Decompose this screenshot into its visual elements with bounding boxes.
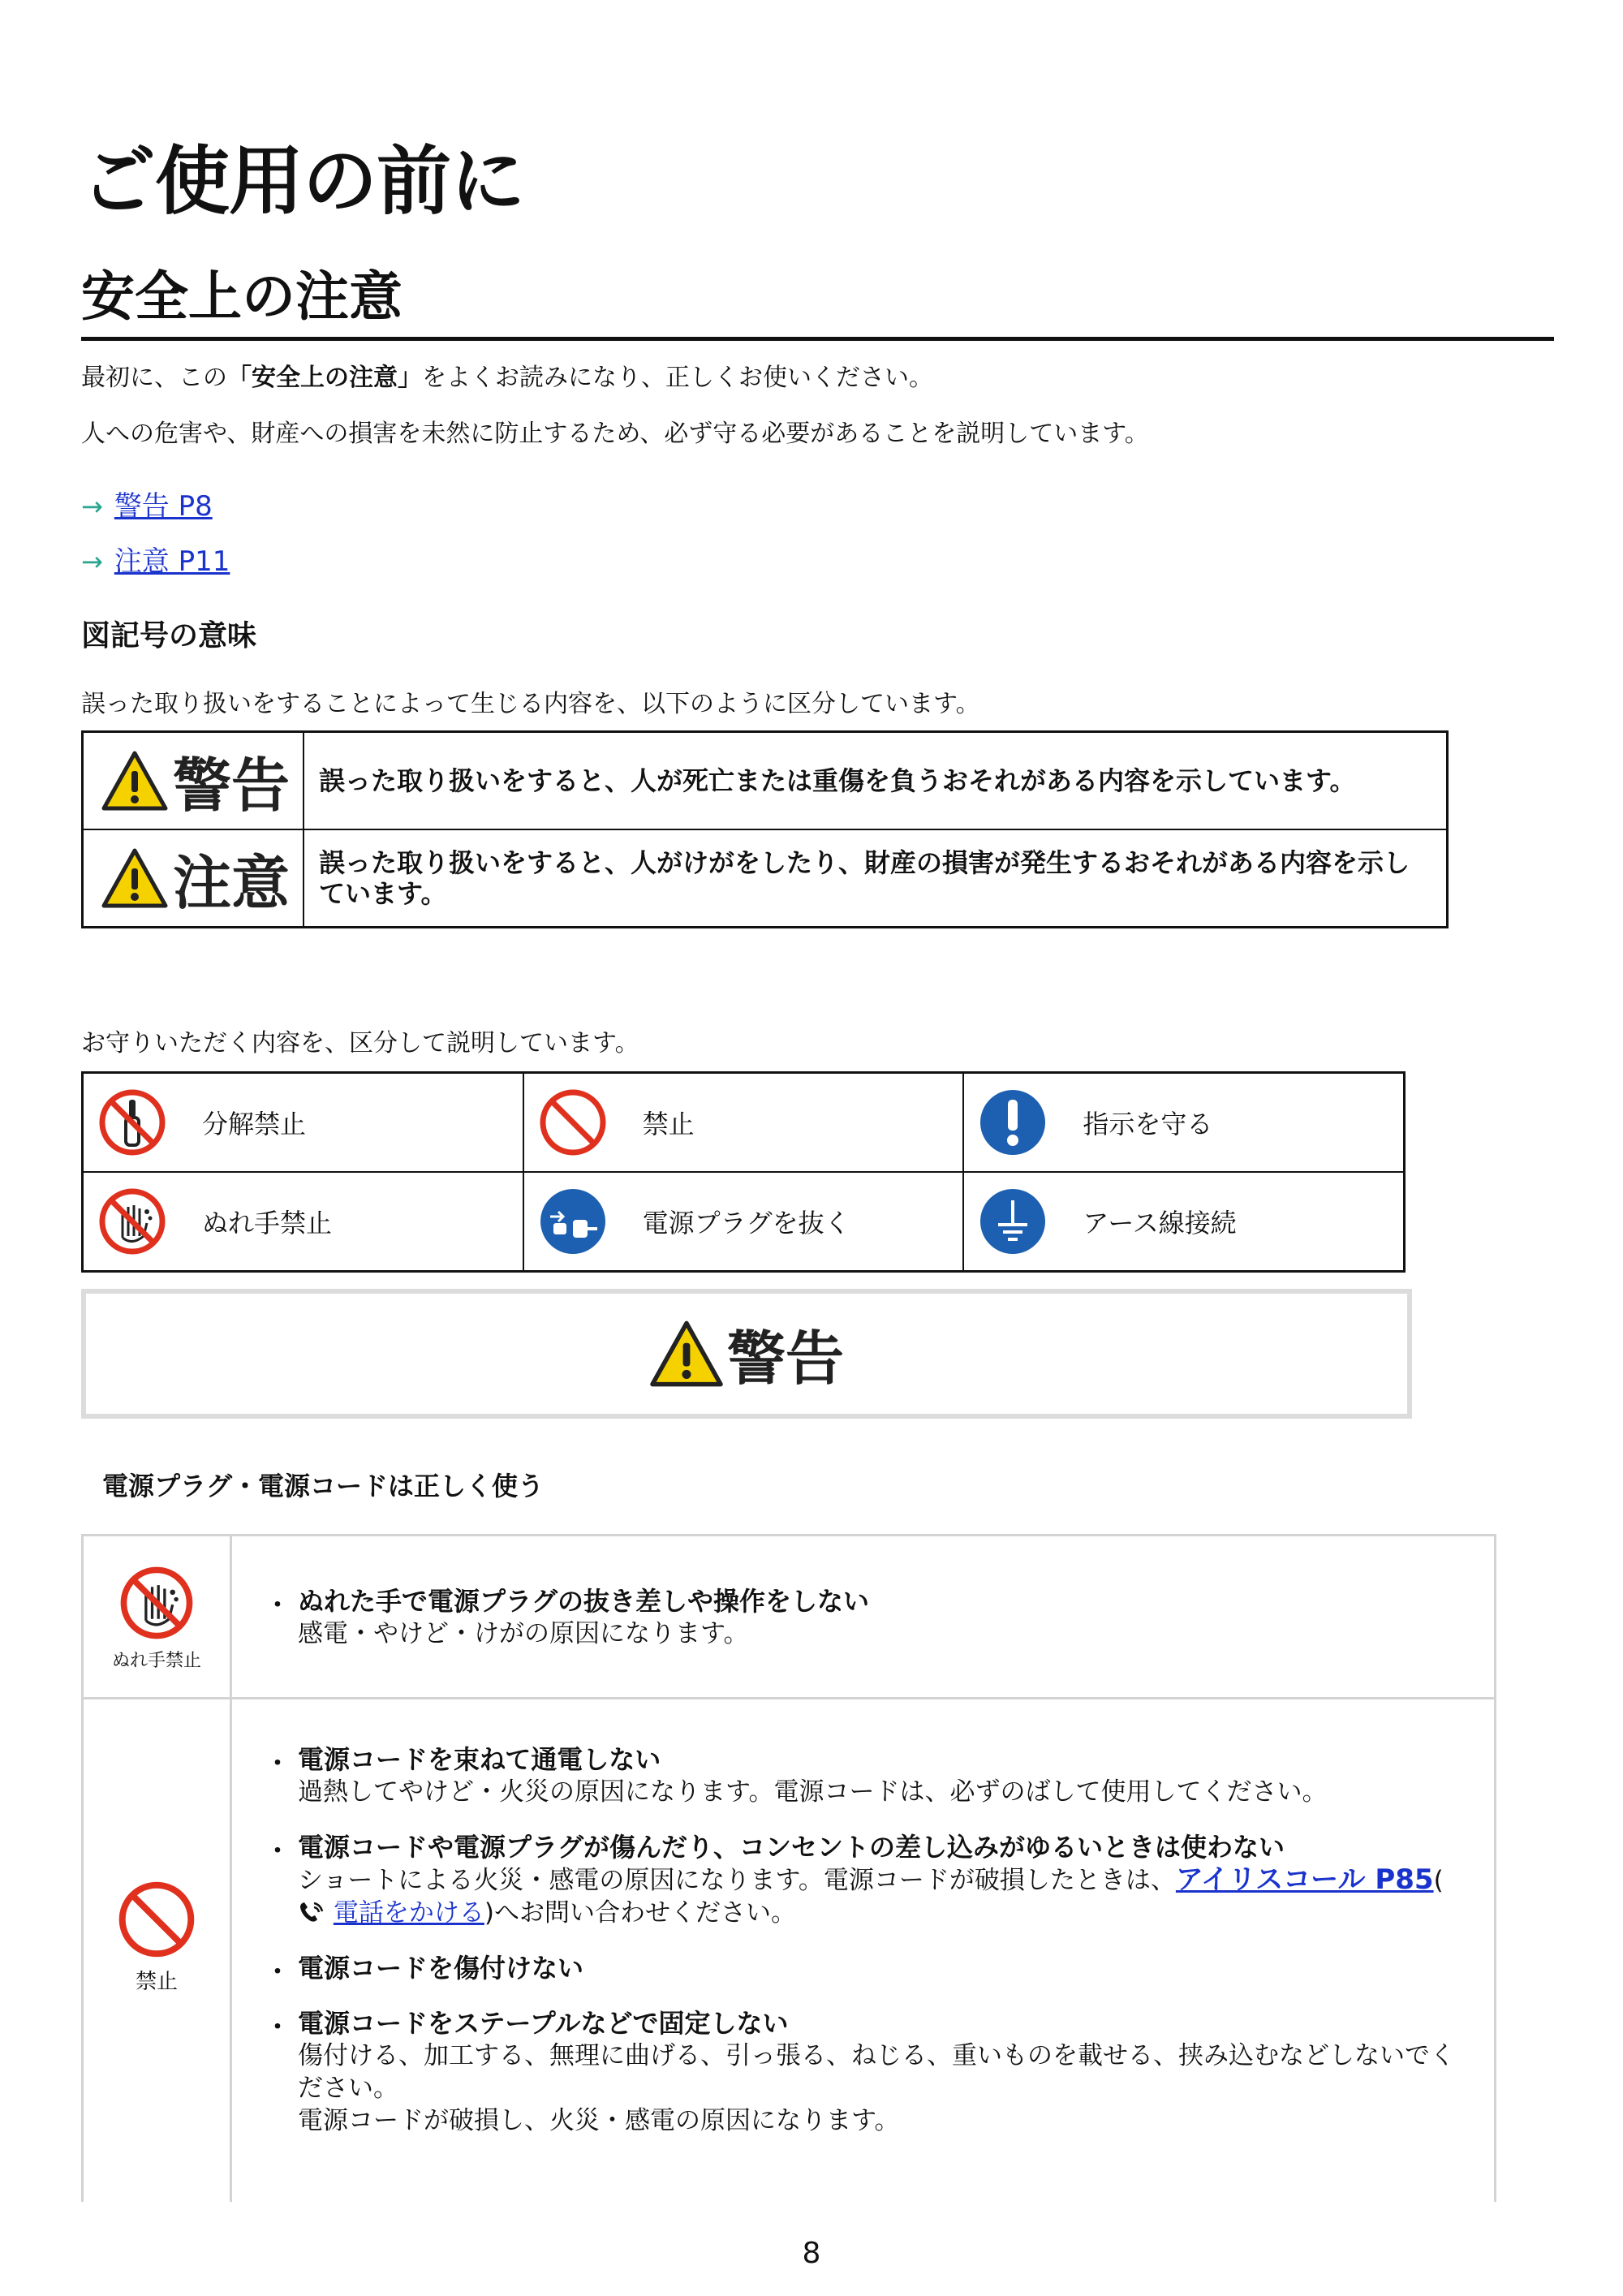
- legend-label: 指示を守る: [1083, 1109, 1213, 1139]
- warning-triangle-icon: [101, 750, 168, 812]
- warning-banner: [81, 1289, 1412, 1419]
- caution-triangle-icon: [101, 847, 168, 909]
- rule-symbol-label: 禁止: [135, 1970, 178, 1994]
- rule-row-wet-hands: [84, 1536, 1494, 1699]
- phone-icon: [298, 1900, 325, 1924]
- legend-label: アース線接続: [1083, 1208, 1237, 1238]
- rule-symbol-label: ぬれ手禁止: [111, 1651, 201, 1671]
- intro-text: 最初に、この: [81, 364, 227, 392]
- legend-cell: [83, 1172, 523, 1272]
- rule-text: 傷付ける、加工する、無理に曲げる、引っ張る、ねじる、重いものを載せる、挟み込むなどしないでください。: [298, 2041, 1455, 2103]
- legend-cell: [963, 1073, 1404, 1173]
- prohibited-icon: [118, 1880, 196, 1958]
- rule-symbol-cell: [84, 1536, 232, 1697]
- signal-intro: 誤った取り扱いをすることによって生じる内容を、以下のように区分しています。: [81, 690, 980, 718]
- paren-open: (: [1433, 1866, 1444, 1895]
- section-title: 安全上の注意: [81, 265, 403, 328]
- intro-line-2: 人への危害や、財産への損害を未然に防止するため、必ず守る必要があることを説明しています。: [81, 420, 1149, 448]
- rule-heading: ・ 電源コードをステープルなどで固定しない: [298, 2008, 789, 2039]
- rule-bullet: [270, 1952, 1462, 1984]
- page-title: ご使用の前に: [81, 138, 525, 225]
- signal-label-cell: [83, 732, 304, 830]
- signal-word-warning: 警告: [173, 752, 291, 820]
- legend-cell: [523, 1073, 964, 1173]
- ground-icon: [979, 1187, 1047, 1256]
- signal-description-caution: 誤った取り扱いをすると、人がけがをしたり、財産の損害が発生するおそれがある内容を示しています。: [304, 829, 1448, 928]
- rule-heading: ・ 電源コードや電源プラグが傷んだり、コンセントの差し込みがゆるいときは使わない: [298, 1832, 1285, 1863]
- rule-text: 感電・やけど・けがの原因になります。: [298, 1619, 749, 1648]
- icon-legend-table: [81, 1071, 1406, 1273]
- unplug-icon: [539, 1187, 607, 1256]
- rule-text-part: ショートによる火災・感電の原因になります。電源コードが破損したときは、: [298, 1866, 1176, 1895]
- rule-row-prohibited: [84, 1697, 1494, 2202]
- legend-cell: [523, 1172, 964, 1272]
- warning-triangle-icon: [649, 1320, 724, 1388]
- no-wet-hands-icon: [119, 1566, 194, 1640]
- rule-content: [270, 1585, 1462, 1673]
- rule-symbol-cell: [84, 1697, 232, 2202]
- xref-warning: [81, 484, 213, 523]
- legend-label: 分解禁止: [202, 1109, 307, 1139]
- legend-label: 禁止: [642, 1109, 695, 1139]
- legend-label: ぬれ手禁止: [202, 1208, 333, 1238]
- rule-bullet: [270, 1585, 1462, 1650]
- signal-description-warning: 誤った取り扱いをすると、人が死亡または重傷を負うおそれがある内容を示しています。: [304, 732, 1448, 830]
- rule-bullet: [270, 1743, 1462, 1808]
- arrow-right-icon: →: [81, 491, 103, 522]
- signal-word-table: [81, 730, 1449, 928]
- rule-heading: ・ 電源コードを束ねて通電しない: [298, 1744, 661, 1775]
- page-number: 8: [802, 2237, 821, 2270]
- intro-text: をよくお読みになり、正しくお使いください。: [422, 364, 933, 392]
- icons-intro: お守りいただく内容を、区分して説明しています。: [81, 1029, 639, 1058]
- rule-text: 電源コードが破損し、火災・感電の原因になります。: [298, 2106, 900, 2135]
- xref-caution: [81, 539, 230, 579]
- prohibited-icon: [539, 1088, 607, 1157]
- rule-bullet: [270, 1831, 1462, 1929]
- legend-cell: [963, 1172, 1404, 1272]
- signal-label-cell: [83, 829, 304, 928]
- rule-heading: ・ ぬれた手で電源プラグの抜き差しや操作をしない: [298, 1586, 870, 1617]
- caution-page-link[interactable]: 注意 P11: [114, 545, 230, 578]
- legend-cell: [83, 1073, 523, 1173]
- item-heading: 電源プラグ・電源コードは正しく使う: [102, 1471, 545, 1501]
- intro-line-1: [81, 362, 933, 394]
- section-header: [81, 253, 1554, 341]
- rule-text: 過熱してやけど・火災の原因になります。電源コードは、必ずのばして使用してください。: [298, 1777, 1328, 1807]
- arrow-right-icon: →: [81, 546, 103, 577]
- legend-label: 電源プラグを抜く: [642, 1208, 850, 1238]
- rule-content: [270, 1743, 1462, 2160]
- intro-emphasis: 「安全上の注意」: [227, 364, 422, 392]
- rule-text-part: へお問い合わせください。: [493, 1898, 796, 1928]
- no-wet-hands-icon: [98, 1187, 166, 1256]
- warning-banner-title: 警告: [726, 1325, 844, 1393]
- safety-rules-table: [81, 1534, 1496, 2202]
- instruction-icon: [979, 1088, 1047, 1157]
- warning-page-link[interactable]: 警告 P8: [114, 490, 213, 523]
- symbol-meaning-heading: 図記号の意味: [81, 619, 257, 653]
- iris-call-link[interactable]: アイリスコール P85: [1175, 1863, 1434, 1896]
- signal-row-warning: [83, 732, 1448, 830]
- no-disassembly-icon: [98, 1088, 166, 1157]
- signal-word-caution: 注意: [173, 849, 291, 917]
- call-phone-link[interactable]: 電話をかける: [333, 1898, 484, 1928]
- rule-heading: ・ 電源コードを傷付けない: [298, 1953, 584, 1984]
- rule-bullet: [270, 2007, 1462, 2137]
- rule-text: [298, 1863, 1462, 1929]
- signal-row-caution: [83, 829, 1448, 928]
- paren-close: ): [484, 1898, 494, 1928]
